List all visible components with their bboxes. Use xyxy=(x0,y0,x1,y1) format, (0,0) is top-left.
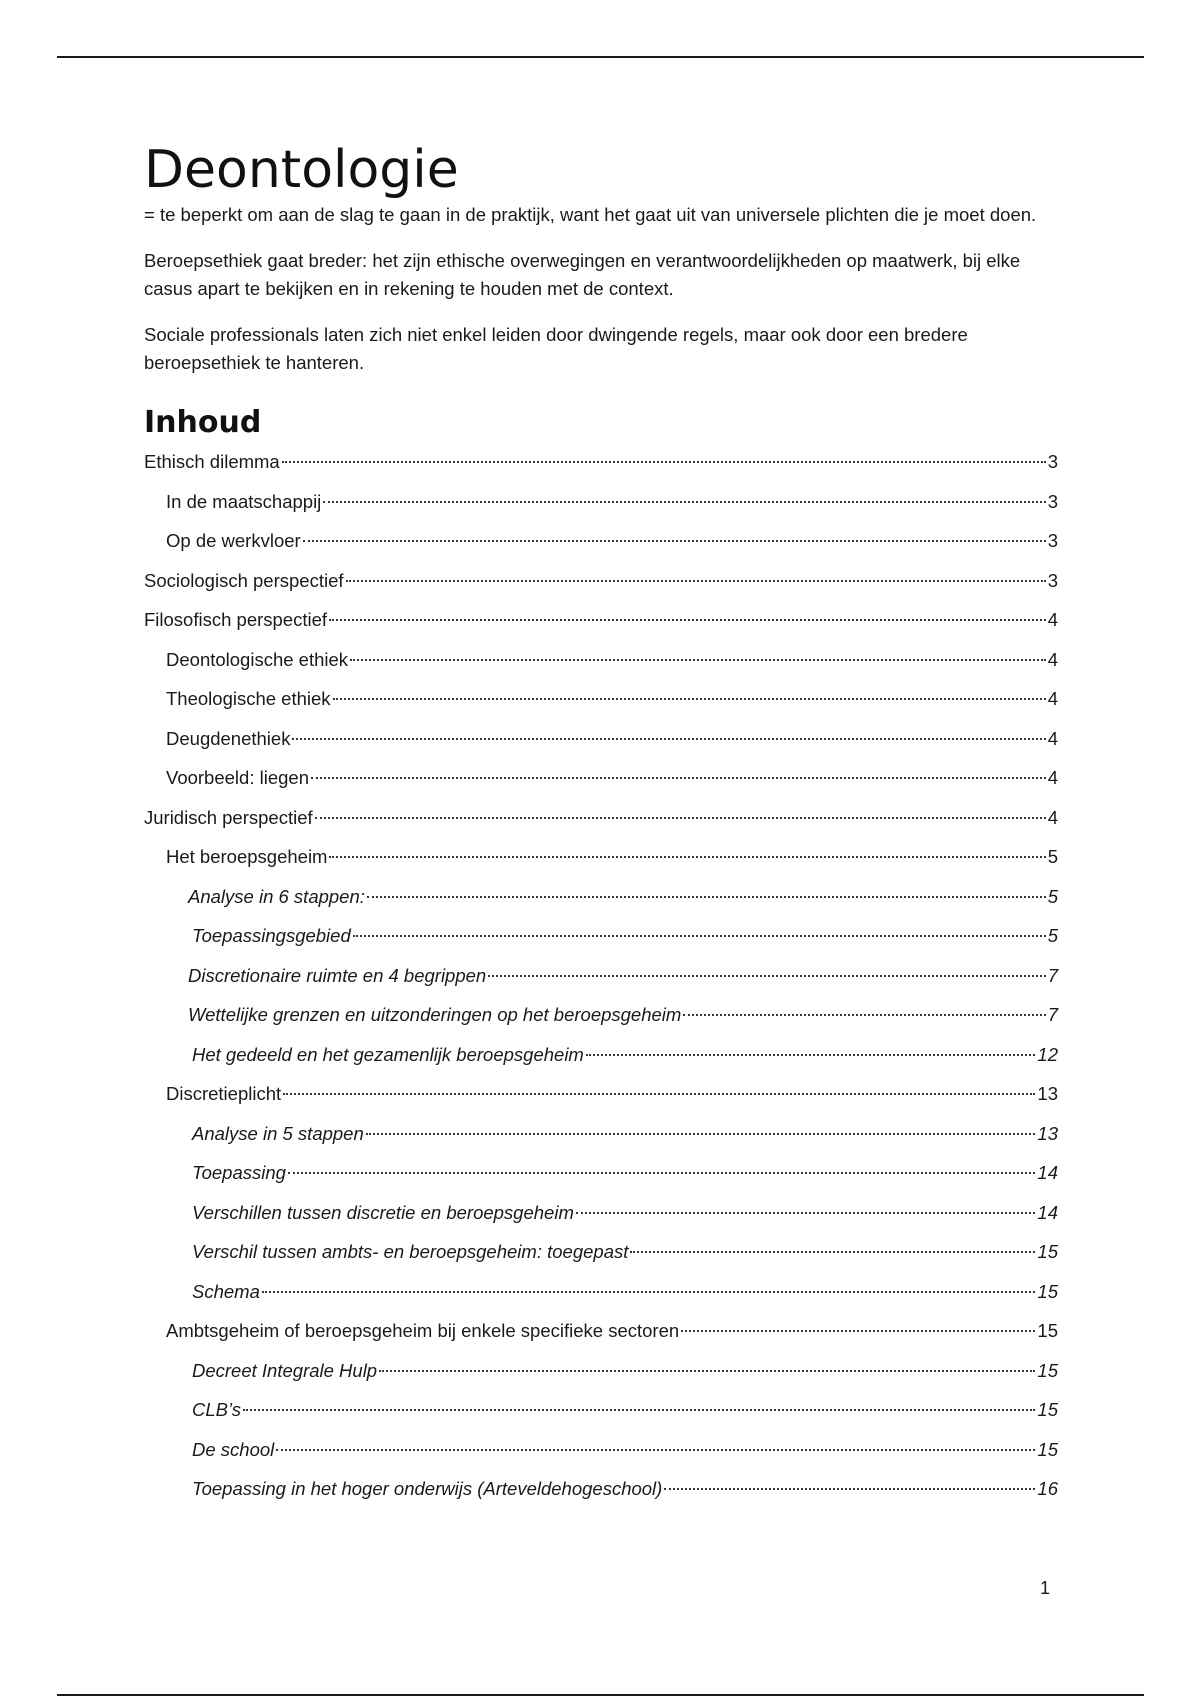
toc-entry-page: 3 xyxy=(1047,569,1058,591)
toc-entry[interactable] xyxy=(144,688,1058,728)
toc-entry-page: 3 xyxy=(1047,490,1058,512)
toc-entry[interactable] xyxy=(144,1202,1058,1242)
toc-entry-page: 7 xyxy=(1047,1004,1058,1025)
toc-leader-dots xyxy=(243,1409,1035,1411)
toc-entry-title: Toepassing xyxy=(192,1162,286,1183)
toc-heading: Inhoud xyxy=(144,405,262,440)
toc-leader-dots xyxy=(329,619,1046,621)
toc-leader-dots xyxy=(276,1449,1035,1451)
toc-entry-title: Deontologische ethiek xyxy=(166,648,349,670)
toc-entry-page: 15 xyxy=(1037,1399,1058,1420)
body-paragraph: Beroepsethiek gaat breder: het zijn ethische overwegingen en verantwoordelijkheden op maatwerk, bij elke casus apart te bekijken en in rekening te houden met de context. xyxy=(144,250,1021,299)
toc-entry[interactable] xyxy=(144,1320,1058,1360)
toc-leader-dots xyxy=(353,935,1046,937)
document-page xyxy=(144,140,1058,1518)
toc-leader-dots xyxy=(346,580,1046,582)
toc-entry-title: Sociologisch perspectief xyxy=(144,569,344,591)
toc-entry-page: 15 xyxy=(1037,1438,1058,1460)
toc-entry-title: Analyse in 5 stappen xyxy=(192,1122,364,1144)
toc-leader-dots xyxy=(488,975,1045,977)
toc-leader-dots xyxy=(262,1291,1036,1293)
toc-entry[interactable] xyxy=(144,1123,1058,1163)
toc-entry-title: Voorbeeld: liegen xyxy=(166,767,309,788)
toc-entry[interactable] xyxy=(144,1083,1058,1123)
toc-entry-page: 4 xyxy=(1047,727,1058,749)
toc-leader-dots xyxy=(683,1014,1045,1016)
toc-entry-page: 3 xyxy=(1047,451,1058,472)
toc-entry[interactable] xyxy=(144,1004,1058,1044)
toc-entry-title: Decreet Integrale Hulp xyxy=(192,1359,378,1381)
toc-leader-dots xyxy=(576,1212,1036,1214)
toc-entry-title: CLB’s xyxy=(192,1399,242,1420)
toc-entry-title: Filosofisch perspectief xyxy=(144,609,328,630)
toc-entry[interactable] xyxy=(144,609,1058,649)
toc-entry-title: Discretieplicht xyxy=(166,1083,282,1104)
toc-entry-page: 12 xyxy=(1037,1043,1058,1065)
toc-entry-page: 15 xyxy=(1037,1359,1058,1381)
toc-entry-page: 14 xyxy=(1037,1162,1058,1183)
toc-leader-dots xyxy=(367,896,1046,898)
toc-entry-title: Analyse in 6 stappen: xyxy=(188,885,365,907)
toc-entry[interactable] xyxy=(144,451,1058,491)
toc-leader-dots xyxy=(630,1251,1035,1253)
toc-entry-page: 16 xyxy=(1037,1478,1058,1499)
toc-entry-page: 5 xyxy=(1047,846,1058,867)
toc-entry-title: Het gedeeld en het gezamenlijk beroepsgeheim xyxy=(192,1043,584,1065)
toc-leader-dots xyxy=(283,1093,1035,1095)
page-number: 1 xyxy=(1040,1578,1051,1598)
intro-paragraph: = te beperkt om aan de slag te gaan in de praktijk, want het gaat uit van universele plichten die je moet doen. xyxy=(144,204,1037,225)
toc-entry[interactable] xyxy=(144,807,1058,847)
toc-leader-dots xyxy=(288,1172,1035,1174)
toc-entry[interactable] xyxy=(144,1439,1058,1479)
toc-entry[interactable] xyxy=(144,1241,1058,1281)
toc-entry-title: Wettelijke grenzen en uitzonderingen op het beroepsgeheim xyxy=(188,1004,682,1025)
toc-entry-title: Schema xyxy=(192,1280,260,1302)
toc-entry-title: Toepassing in het hoger onderwijs (Arteveldehogeschool) xyxy=(192,1478,663,1499)
toc-entry[interactable] xyxy=(144,1399,1058,1439)
toc-leader-dots xyxy=(681,1330,1035,1332)
body-paragraph: Sociale professionals laten zich niet enkel leiden door dwingende regels, maar ook door een bredere beroepsethiek te hanteren. xyxy=(144,324,968,373)
toc-leader-dots xyxy=(315,817,1046,819)
toc-entry-title: Theologische ethiek xyxy=(166,688,331,709)
toc-entry-page: 5 xyxy=(1047,885,1058,907)
toc-entry-title: Deugdenethiek xyxy=(166,727,291,749)
toc-entry-title: Verschil tussen ambts- en beroepsgeheim: toegepast xyxy=(192,1241,629,1262)
toc-entry[interactable] xyxy=(144,965,1058,1005)
toc-entry-page: 4 xyxy=(1047,648,1058,670)
table-of-contents xyxy=(144,451,1058,1518)
toc-entry[interactable] xyxy=(144,886,1058,926)
toc-leader-dots xyxy=(292,738,1045,740)
toc-entry-title: Juridisch perspectief xyxy=(144,806,313,828)
toc-entry-title: Het beroepsgeheim xyxy=(166,846,328,867)
toc-entry[interactable] xyxy=(144,1360,1058,1400)
toc-leader-dots xyxy=(329,856,1045,858)
toc-entry-page: 15 xyxy=(1037,1241,1058,1262)
toc-leader-dots xyxy=(333,698,1046,700)
toc-entry[interactable] xyxy=(144,649,1058,689)
toc-entry-page: 4 xyxy=(1047,609,1058,630)
toc-entry[interactable] xyxy=(144,570,1058,610)
toc-entry[interactable] xyxy=(144,846,1058,886)
toc-entry-title: Ethisch dilemma xyxy=(144,451,280,472)
toc-entry-page: 5 xyxy=(1047,925,1058,946)
toc-leader-dots xyxy=(379,1370,1035,1372)
toc-entry-page: 4 xyxy=(1047,806,1058,828)
toc-leader-dots xyxy=(586,1054,1036,1056)
toc-entry-title: Verschillen tussen discretie en beroepsgeheim xyxy=(192,1201,574,1223)
toc-entry-page: 7 xyxy=(1047,964,1058,986)
toc-leader-dots xyxy=(664,1488,1035,1490)
footer-rule xyxy=(57,1694,1144,1696)
toc-entry-title: Op de werkvloer xyxy=(166,530,301,551)
toc-leader-dots xyxy=(323,501,1045,503)
toc-entry-title: Ambtsgeheim of beroepsgeheim bij enkele specifieke sectoren xyxy=(166,1320,680,1341)
toc-entry[interactable] xyxy=(144,728,1058,768)
toc-entry[interactable] xyxy=(144,1162,1058,1202)
toc-entry[interactable] xyxy=(144,491,1058,531)
toc-leader-dots xyxy=(350,659,1046,661)
toc-leader-dots xyxy=(311,777,1046,779)
toc-entry-page: 4 xyxy=(1047,688,1058,709)
toc-leader-dots xyxy=(366,1133,1036,1135)
toc-entry-page: 15 xyxy=(1037,1280,1058,1302)
toc-entry-page: 4 xyxy=(1047,767,1058,788)
toc-entry[interactable] xyxy=(144,530,1058,570)
toc-entry[interactable] xyxy=(144,1044,1058,1084)
toc-entry-page: 13 xyxy=(1037,1083,1058,1104)
toc-entry[interactable] xyxy=(144,767,1058,807)
toc-entry-title: Toepassingsgebied xyxy=(192,925,351,946)
toc-entry-page: 13 xyxy=(1037,1122,1058,1144)
toc-entry-page: 3 xyxy=(1047,530,1058,551)
toc-entry-page: 15 xyxy=(1037,1320,1058,1341)
toc-entry-title: In de maatschappij xyxy=(166,490,322,512)
toc-entry[interactable] xyxy=(144,925,1058,965)
toc-entry-title: De school xyxy=(192,1438,275,1460)
toc-leader-dots xyxy=(303,540,1046,542)
toc-entry-title: Discretionaire ruimte en 4 begrippen xyxy=(188,964,487,986)
toc-entry[interactable] xyxy=(144,1478,1058,1518)
header-rule xyxy=(57,56,1144,58)
toc-leader-dots xyxy=(282,461,1046,463)
toc-entry-page: 14 xyxy=(1037,1201,1058,1223)
toc-entry[interactable] xyxy=(144,1281,1058,1321)
document-title: Deontologie xyxy=(144,140,459,200)
